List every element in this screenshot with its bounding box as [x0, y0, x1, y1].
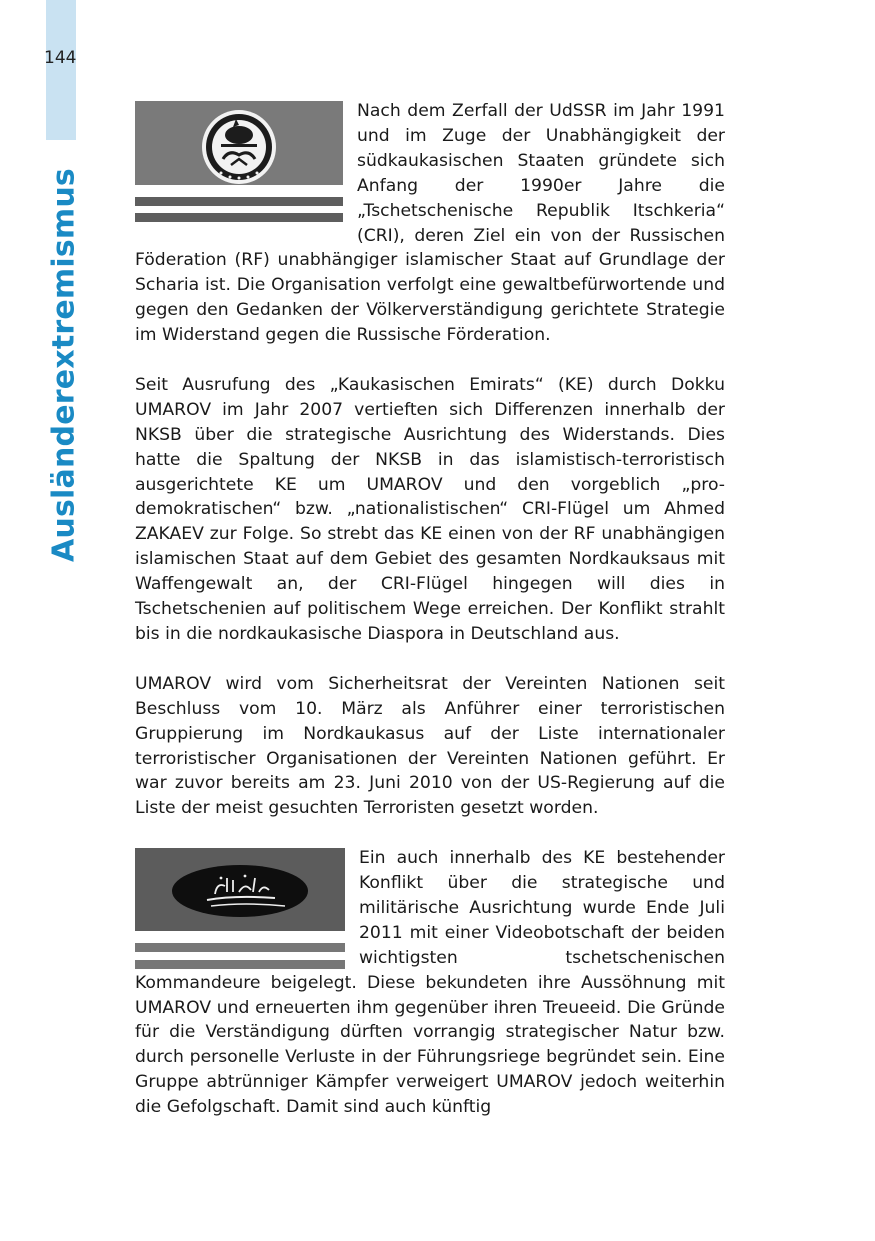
paragraph-1: Nach dem Zerfall der UdSSR im Jahr 1991 und im Zuge der Unabhängigkeit der südkaukasischen Staaten gründete sich Anfang der 1990er Jahre die „Tschetschenische Republik Itschkeria“ (CRI), deren Ziel ein von der Russischen Föderation (RF) unabhängiger islamischer Staat auf Grundlage der Scharia ist. Die Organisation verfolgt eine gewaltbefürwortende und gegen den Gedanken der Völkerverständigung gerichtete Strategie im Widerstand gegen die Russische Förderation. — [135, 101, 725, 346]
cri-flag-image — [135, 101, 343, 225]
calligraphy-emblem-icon — [172, 865, 308, 917]
section-title: Ausländerextremismus — [46, 168, 82, 562]
section-tab — [46, 0, 76, 140]
paragraph-3: UMAROV wird vom Sicherheitsrat der Vereinten Nationen seit Beschluss vom 10. März als Anführer einer terroristischen Gruppierung im Nordkaukasus auf der Liste internationaler terroristischer Organisationen der Vereinten Nationen geführt. Er war zuvor bereits am 23. Juni 2010 von der US-Regierung auf die Liste der meist gesuchten Terroristen gesetzt worden. — [135, 673, 725, 819]
paragraph-4: Ein auch innerhalb des KE bestehender Konflikt über die strategische und militärische Ausrichtung wurde Ende Juli 2011 mit einer Videobotschaft der beiden wichtigsten tschetschenischen Kommandeure beigelegt. Diese bekundeten ihre Aussöhnung mit UMAROV und erneuerten ihm gegenüber ihren Treueeid. Die Gründe für die Verständigung dürften vorrangig strategischer Natur bzw. durch personelle Verluste in der Führungsriege begründet sein. Eine Gruppe abtrünniger Kämpfer verweigert UMAROV jedoch weiterhin die Gefolgschaft. Damit sind auch künftig — [135, 848, 725, 1118]
paragraph-2: Seit Ausrufung des „Kaukasischen Emirats“ (KE) durch Dokku UMAROV im Jahr 2007 vertieften sich Differenzen innerhalb der NKSB über die strategische Ausrichtung des Widerstands. Dies hatte die Spaltung der NKSB in das islamistisch-terroristisch ausgerichtete KE um UMAROV und den vorgeblich „pro-demokratischen“ bzw. „nationalistischen“ CRI-Flügel um Ahmed ZAKAEV zur Folge. So strebt das KE einen von der RF unabhängigen islamischen Staat auf dem Gebiet des gesamten Nordkauksaus mit Waffengewalt an, der CRI-Flügel hingegen will dies in Tschetschenien auf politischem Wege erreichen. Der Konflikt strahlt bis in die nordkaukasische Diaspora in Deutschland aus. — [135, 374, 725, 645]
ke-flag-graphic — [135, 848, 345, 970]
cri-flag-graphic — [135, 101, 343, 225]
article-body — [135, 99, 725, 1145]
page-number: 144 — [44, 48, 77, 68]
emblem-icon — [202, 110, 276, 184]
ke-flag-image — [135, 848, 345, 970]
